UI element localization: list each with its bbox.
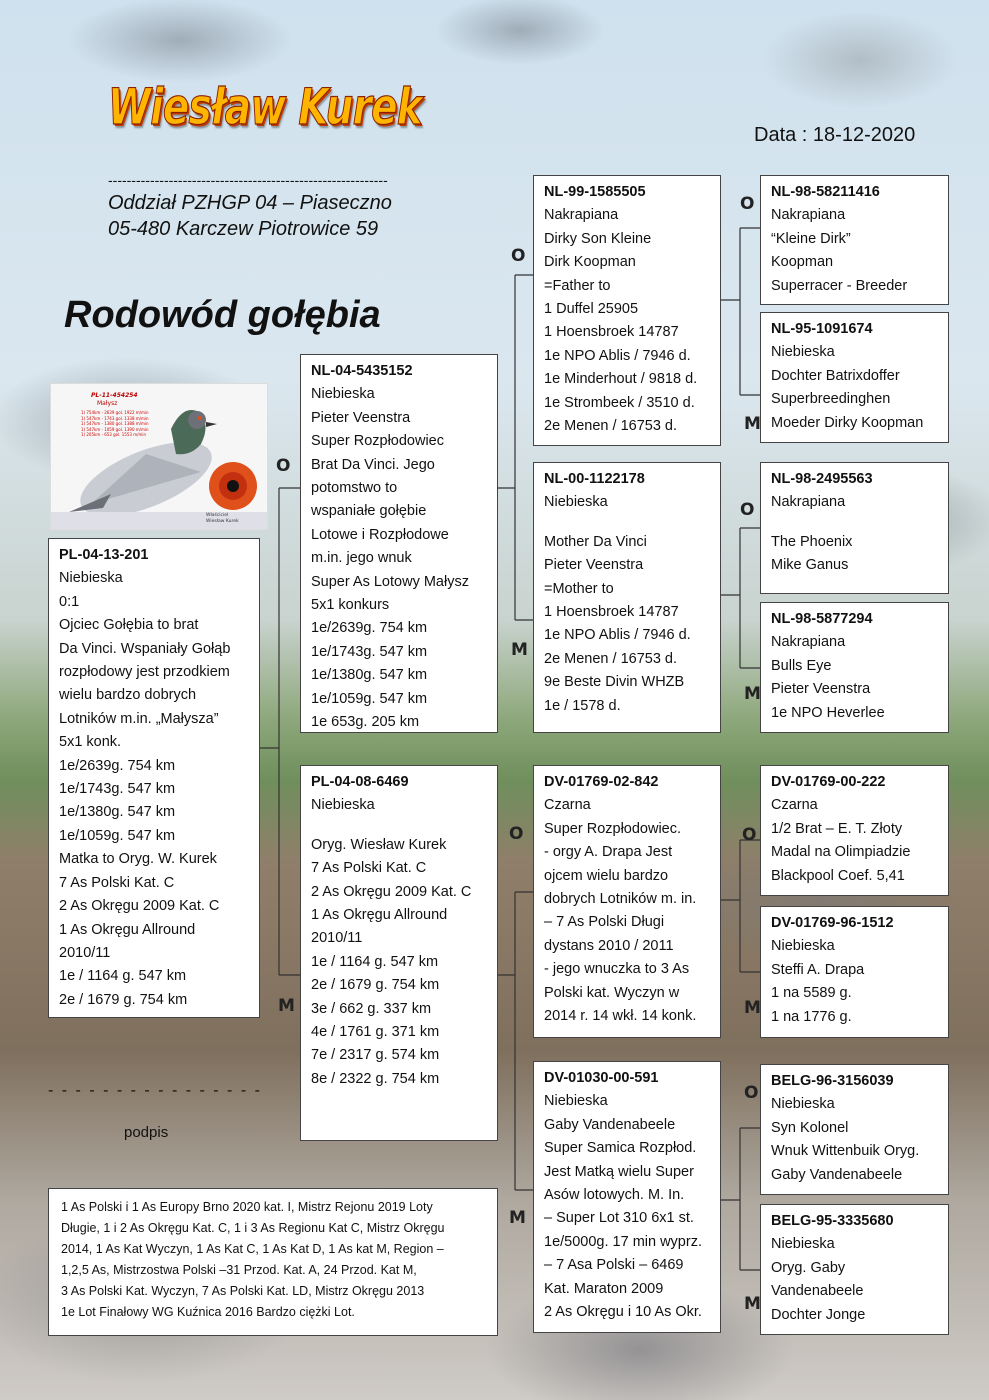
pedigree-line: 2e / 1679 g. 754 km [311,977,440,994]
pedigree-line: Madal na Olimpiadzie [771,844,911,861]
pedigree-line: 7e / 2317 g. 574 km [311,1047,440,1064]
pedigree-line: 5x1 konkurs [311,597,390,614]
pedigree-line: 2010/11 [311,930,363,947]
pedigree-line: Nakrapiana [771,494,846,511]
pedigree-line: Oryg. Wiesław Kurek [311,836,447,853]
pedigree-line: 1e Strombeek / 3510 d. [544,394,695,411]
pedigree-line: wspaniałe gołębie [311,503,427,520]
pedigree-line: Super Rozpłodowiec. [544,820,682,837]
box-ffm [760,312,949,443]
pedigree-line: 2 As Okręgu i 10 As Okr. [544,1304,702,1321]
pedigree-line: Moeder Dirky Koopman [771,414,924,431]
document-date: Data : 18-12-2020 [754,124,916,146]
pedigree-line: 1e / 1578 d. [544,697,621,714]
pedigree-line: 2e Menen / 16753 d. [544,650,678,667]
pedigree-line: potomstwo to [311,480,398,497]
pedigree-line: Steffi A. Drapa [771,961,865,978]
ring-number: BELG-95-3335680 [771,1213,894,1229]
spacer [311,818,487,834]
pedigree-line: dystans 2010 / 2011 [544,937,674,954]
pedigree-line: 1e/5000g. 17 min wyprz. [544,1233,702,1250]
box-fff [760,175,949,305]
pedigree-line: Bulls Eye [771,657,832,674]
pedigree-line: Dirky Son Kleine [544,230,652,247]
box-father [300,354,498,733]
pedigree-line: Super Rozpłodowiec [311,433,444,450]
pedigree-line: Mother Da Vinci [544,533,647,550]
pedigree-line: 1e NPO Ablis / 7946 d. [544,347,691,364]
pedigree-line: Niebieska [544,494,608,511]
pedigree-line: Brat Da Vinci. Jego [311,456,435,473]
label-father: O [276,456,291,476]
spacer [544,515,710,531]
pedigree-line: Niebieska [544,1093,608,1110]
pedigree-line: 1e/1380g. 547 km [311,667,428,684]
label-ff: O [511,246,526,266]
pedigree-line: Koopman [771,254,834,271]
pedigree-line: Da Vinci. Wspaniały Gołąb [59,640,231,657]
pedigree-line: 2 As Okręgu 2009 Kat. C [311,883,472,900]
pedigree-line: Blackpool Coef. 5,41 [771,867,905,884]
ring-number: NL-04-5435152 [311,363,413,379]
pedigree-line: 8e / 2322 g. 754 km [311,1070,440,1087]
pedigree-line: 1e NPO Heverlee [771,704,885,721]
pedigree-line: 4e / 1761 g. 371 km [311,1024,440,1041]
label-fmf: O [740,500,755,520]
pedigree-line: 1e/1743g. 547 km [59,781,176,798]
signature-line: - - - - - - - - - - - - - - - - [48,1082,262,1099]
pedigree-line: – 7 Asa Polski – 6469 [544,1257,684,1274]
pedigree-line: Dochter Jonge [771,1306,866,1323]
ring-number: BELG-96-3156039 [771,1073,894,1089]
pedigree-line: 1e/2639g. 754 km [59,757,176,774]
box-fmf [760,462,949,594]
pedigree-line: 5x1 konk. [59,734,122,751]
ring-number: DV-01769-02-842 [544,774,659,790]
box-mfm [760,906,949,1038]
pedigree-line: 1e / 1164 g. 547 km [311,953,439,970]
label-mf: O [509,824,524,844]
photo-ring: PL-11-454254 [91,392,138,399]
pedigree-line: Nakrapiana [771,207,846,224]
label-fff: O [740,194,755,214]
pedigree-line: Matka to Oryg. W. Kurek [59,851,217,868]
pedigree-line: Gaby Vandenabeele [771,1166,903,1183]
box-mff [760,765,949,896]
photo-results: 1) 754km - 2639 gol. 1922 m/min 1) 547km - 1743 gol. 1338 m/min 1) 547km - 1380 gol. 1388 m/min 1) 547km - 1059 gol. 1390 m/min 1) 205km - 653 gol. 1553 m/min [81,410,149,437]
achievement-line: 3 As Polski Kat. Wyczyn, 7 As Polski Kat. LD, Mistrz Okręgu 2013 [61,1284,425,1298]
pedigree-line: Nakrapiana [544,207,619,224]
pedigree-line: 1e/1743g. 547 km [311,643,428,660]
pedigree-line: 0:1 [59,593,80,610]
pedigree-line: Superracer - Breeder [771,277,908,294]
pedigree-line: Czarna [544,797,591,814]
header-separator: ------------------------------------------------------------ [108,172,388,188]
pedigree-line: “Kleine Dirk” [771,230,851,247]
label-fmm: M [744,684,761,704]
label-mfm: M [744,998,761,1018]
pedigree-line: Niebieska [59,570,123,587]
achievements-box [48,1188,498,1336]
pedigree-line: 2010/11 [59,944,111,961]
pedigree-line: 1 Hoensbroek 14787 [544,324,679,341]
pedigree-line: Niebieska [311,797,375,814]
pedigree-line: The Phoenix [771,533,853,550]
ring-number: DV-01769-96-1512 [771,915,894,931]
pedigree-line: Niebieska [771,938,835,955]
box-mother-mother [533,1061,721,1333]
pigeon-photo [51,384,267,529]
pedigree-line: Super Samica Rozpłod. [544,1140,697,1157]
pedigree-line: Mike Ganus [771,557,849,574]
pedigree-line: 1 As Okręgu Allround [59,921,196,938]
pigeon-photo-card [50,383,268,530]
pedigree-line: Asów lotowych. M. In. [544,1187,685,1204]
pedigree-line: Gaby Vandenabeele [544,1116,676,1133]
achievement-line: 2014, 1 As Kat Wyczyn, 1 As Kat C, 1 As Kat D, 1 As kat M, Region – [61,1242,444,1256]
pedigree-line: 1e/1380g. 547 km [59,804,176,821]
pedigree-line: 7 As Polski Kat. C [59,874,175,891]
label-mmm: M [744,1294,761,1314]
pedigree-line: 2 As Okręgu 2009 Kat. C [59,898,220,915]
pedigree-line: 1e NPO Ablis / 7946 d. [544,627,691,644]
box-mmf [760,1064,949,1195]
label-mother: M [278,996,295,1016]
pedigree-line: 1e/1059g. 547 km [311,690,428,707]
pedigree-line: dobrych Lotników m. in. [544,891,697,908]
pedigree-line: Syn Kolonel [771,1119,849,1136]
pedigree-line: Czarna [771,797,818,814]
pedigree-line: Oryg. Gaby [771,1259,846,1276]
pedigree-line: Pieter Veenstra [311,409,411,426]
ring-number: NL-99-1585505 [544,184,646,200]
pedigree-line: Dirk Koopman [544,254,636,271]
document-title: Rodowód gołębia [64,294,381,336]
ring-number: DV-01769-00-222 [771,774,886,790]
pedigree-line: Nakrapiana [771,634,846,651]
pedigree-line: – Super Lot 310 6x1 st. [544,1210,694,1227]
breeder-name: Wiesław Kurek [108,78,422,136]
pedigree-line: 3e / 662 g. 337 km [311,1000,432,1017]
pedigree-line: 9e Beste Divin WHZB [544,674,685,691]
pedigree-line: Lotników m.in. „Małysza” [59,710,219,727]
ring-number: DV-01030-00-591 [544,1070,659,1086]
box-mmm [760,1204,949,1335]
pedigree-line: Niebieska [771,344,835,361]
achievement-line: 1e Lot Finałowy WG Kuźnica 2016 Bardzo ciężki Lot. [61,1305,355,1319]
pedigree-line: 1e / 1164 g. 547 km [59,968,187,985]
pedigree-line: Super As Lotowy Małysz [311,573,469,590]
address-line-1: Oddział PZHGP 04 – Piaseczno [108,192,392,214]
pedigree-line: Wnuk Wittenbuik Oryg. [771,1143,920,1160]
pedigree-line: 1 Duffel 25905 [544,301,639,318]
box-mother [300,765,498,1141]
label-mmf: O [744,1083,759,1103]
label-fm: M [511,640,528,660]
pedigree-line: Kat. Maraton 2009 [544,1280,664,1297]
pedigree-line: ojcem wielu bardzo [544,867,669,884]
pedigree-line: rozpłodowy jest przodkiem [59,664,230,681]
ring-number: NL-98-2495563 [771,471,873,487]
box-pigeon [48,538,260,1018]
pedigree-line: 1e/2639g. 754 km [311,620,428,637]
photo-owner-label: Właściciel [206,513,229,518]
pedigree-line: wielu bardzo dobrych [59,687,197,704]
pedigree-line: Jest Matką wielu Super [544,1163,694,1180]
pedigree-line: Pieter Veenstra [771,681,871,698]
signature-label: podpis [124,1124,169,1141]
ring-number: NL-98-5877294 [771,611,873,627]
pedigree-line: Superbreedinghen [771,391,891,408]
achievement-line: 1,2,5 As, Mistrzostwa Polski –31 Przod. Kat. A, 24 Przod. Kat M, [61,1263,417,1277]
pedigree-line: m.in. jego wnuk [311,550,412,567]
box-fmm [760,602,949,733]
box-father-mother [533,462,721,733]
photo-owner: Wiesław Kurek [206,519,239,524]
address-line-2: 05-480 Karczew Piotrowice 59 [108,218,379,240]
pedigree-line: Niebieska [771,1236,835,1253]
pedigree-line: Niebieska [771,1096,835,1113]
pedigree-line: Lotowe i Rozpłodowe [311,526,449,543]
label-ffm: M [744,414,761,434]
ring-number: NL-98-58211416 [771,184,880,200]
pedigree-line: - jego wnuczka to 3 As [544,961,690,978]
pedigree-line: 1/2 Brat – E. T. Złoty [771,820,903,837]
pedigree-line: 1 As Okręgu Allround [311,907,448,924]
pedigree-line: =Mother to [544,580,614,597]
box-mother-father [533,765,721,1038]
pedigree-line: – 7 As Polski Długi [544,914,665,931]
pedigree-line: Dochter Batrixdoffer [771,367,900,384]
ring-number: PL-04-13-201 [59,547,149,563]
pedigree-line: 1e 653g. 205 km [311,714,420,731]
pedigree-line: Niebieska [311,386,375,403]
pedigree-line: 1 na 5589 g. [771,985,852,1002]
pedigree-line: 2e Menen / 16753 d. [544,418,678,435]
label-mm: M [509,1208,526,1228]
pedigree-line: 7 As Polski Kat. C [311,860,427,877]
pedigree-line: 1 Hoensbroek 14787 [544,604,679,621]
ring-number: PL-04-08-6469 [311,774,409,790]
pedigree-line: Ojciec Gołębia to brat [59,617,199,634]
pedigree-line: Pieter Veenstra [544,557,644,574]
pedigree-line: 1 na 1776 g. [771,1008,852,1025]
ring-number: NL-95-1091674 [771,321,873,337]
label-mff: O [742,825,757,845]
achievement-line: Długie, 1 i 2 As Okręgu Kat. C, 1 i 3 As Regionu Kat C, Mistrz Okręgu [61,1221,445,1235]
ring-number: NL-00-1122178 [544,471,645,487]
pedigree-line: - orgy A. Drapa Jest [544,844,673,861]
photo-name: Małysz [97,400,118,407]
pedigree-line: Vandenabeele [771,1283,864,1300]
spacer [771,515,938,531]
pedigree-line: Polski kat. Wyczyn w [544,984,680,1001]
pedigree-line: 2e / 1679 g. 754 km [59,991,188,1008]
pedigree-line: 2014 r. 14 wkł. 14 konk. [544,1008,697,1025]
achievement-line: 1 As Polski i 1 As Europy Brno 2020 kat. I, Mistrz Rejonu 2019 Loty [61,1200,433,1214]
pedigree-line: =Father to [544,277,611,294]
pedigree-line: 1e Minderhout / 9818 d. [544,371,698,388]
box-father-father [533,175,721,446]
pedigree-line: 1e/1059g. 547 km [59,827,176,844]
